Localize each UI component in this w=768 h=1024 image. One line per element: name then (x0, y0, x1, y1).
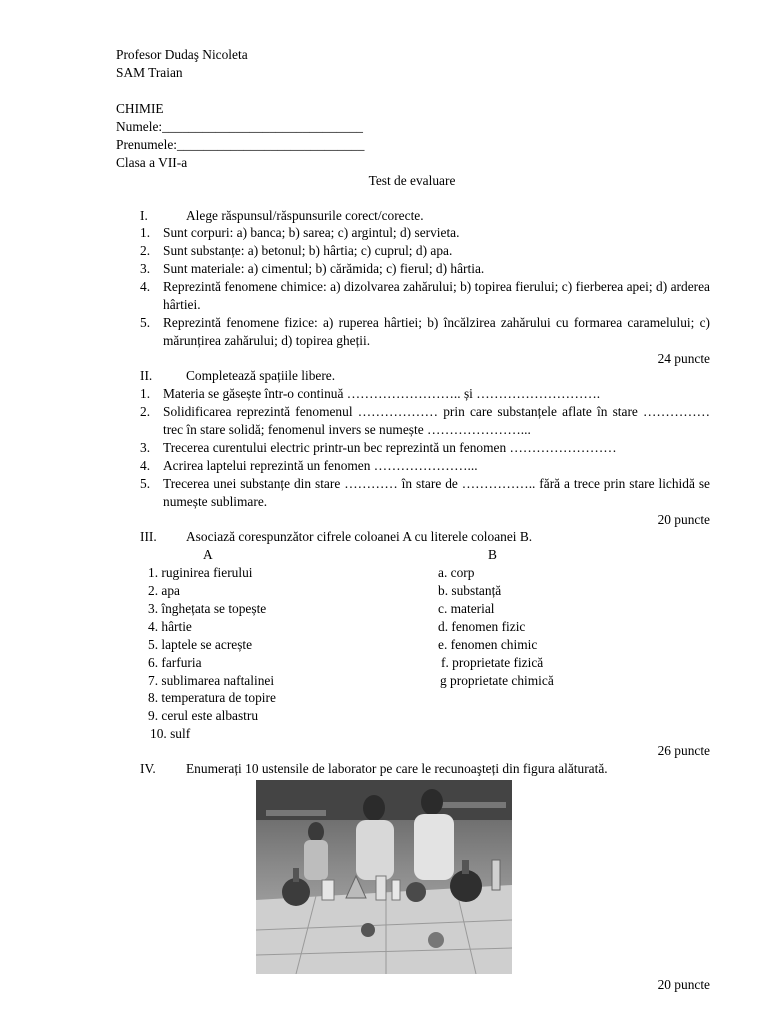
section2-roman: II. (140, 368, 153, 383)
column-a-item: 3. înghețata se topește (148, 601, 267, 616)
column-b-item: f. proprietate fizică (441, 655, 544, 670)
item-text: Sunt corpuri: a) banca; b) sarea; c) argintul; d) servieta. (163, 225, 460, 240)
item-text: Trecerea unei substanțe din stare ………… în stare de …………….. fără a trece prin stare lichidă se numește sublimare. (163, 476, 710, 509)
laboratory-photo (256, 780, 512, 974)
section4-points: 20 puncte (657, 977, 710, 992)
item-number: 2. (140, 404, 151, 419)
item-text: Materia se găsește într-o continuă …………………….. și ………………………. (163, 386, 601, 401)
section4-roman: IV. (140, 761, 156, 776)
surname-field: Prenumele:____________________________ (116, 137, 365, 152)
column-a-item: 1. ruginirea fierului (148, 565, 253, 580)
subject-title: CHIMIE (116, 101, 164, 116)
column-b-header: B (488, 547, 497, 562)
school-name: SAM Traian (116, 65, 183, 80)
column-a-item: 9. cerul este albastru (148, 708, 259, 723)
column-b-item: g proprietate chimică (440, 673, 554, 688)
item-text: Solidificarea reprezintă fenomenul ……………… prin care substanțele aflate în stare …………… trec în stare solidă; fenomenul invers se numește …………………... (163, 404, 710, 437)
item-text: Reprezintă fenomene fizice: a) ruperea hârtiei; b) încălzirea zahărului cu formarea caramelului; c) mărunțirea zahărului; d) topirea gheții. (163, 315, 710, 348)
column-a-item: 10. sulf (150, 726, 191, 741)
section3-roman: III. (140, 529, 157, 544)
column-a-header: A (203, 547, 213, 562)
item-number: 3. (140, 440, 151, 455)
column-a-item: 2. apa (148, 583, 180, 598)
column-b-item: c. material (438, 601, 495, 616)
section4-instruction: Enumerați 10 ustensile de laborator pe care le recunoaşteți din figura alăturată. (186, 761, 608, 776)
test-title: Test de evaluare (368, 173, 456, 188)
item-number: 5. (140, 476, 151, 491)
class-label: Clasa a VII-a (116, 155, 188, 170)
item-number: 1. (140, 386, 151, 401)
section1-instruction: Alege răspunsul/răspunsurile corect/corecte. (186, 208, 424, 223)
section1-roman: I. (140, 208, 148, 223)
item-number: 4. (140, 279, 151, 294)
item-number: 2. (140, 243, 151, 258)
section3-instruction: Asociază corespunzător cifrele coloanei A cu literele coloanei B. (186, 529, 533, 544)
item-text: Reprezintă fenomene chimice: a) dizolvarea zahărului; b) topirea fierului; c) fierberea apei; d) arderea hârtiei. (163, 279, 710, 312)
column-b-item: a. corp (438, 565, 475, 580)
column-b-item: d. fenomen fizic (438, 619, 526, 634)
section2-instruction: Completează spațiile libere. (186, 368, 336, 383)
item-number: 5. (140, 315, 151, 330)
column-a-item: 8. temperatura de topire (148, 690, 276, 705)
name-field: Numele:______________________________ (116, 119, 363, 134)
laboratory-photo-illustration (256, 780, 512, 974)
column-a-item: 4. hârtie (148, 619, 192, 634)
item-number: 4. (140, 458, 151, 473)
item-number: 3. (140, 261, 151, 276)
section2-points: 20 puncte (657, 512, 710, 527)
item-text: Acrirea laptelui reprezintă un fenomen …………………... (163, 458, 478, 473)
section1-points: 24 puncte (657, 351, 710, 366)
item-number: 1. (140, 225, 151, 240)
column-b-item: b. substanță (438, 583, 502, 598)
column-a-item: 7. sublimarea naftalinei (148, 673, 275, 688)
teacher-name: Profesor Dudaş Nicoleta (116, 47, 248, 62)
item-text: Sunt substanțe: a) betonul; b) hârtia; c) cuprul; d) apa. (163, 243, 453, 258)
column-a-item: 6. farfuria (148, 655, 202, 670)
item-text: Trecerea curentului electric printr-un bec reprezintă un fenomen …………………… (163, 440, 617, 455)
section3-points: 26 puncte (657, 743, 710, 758)
column-a-item: 5. laptele se acrește (148, 637, 253, 652)
column-b-item: e. fenomen chimic (438, 637, 538, 652)
item-text: Sunt materiale: a) cimentul; b) cărămida; c) fierul; d) hârtia. (163, 261, 485, 276)
